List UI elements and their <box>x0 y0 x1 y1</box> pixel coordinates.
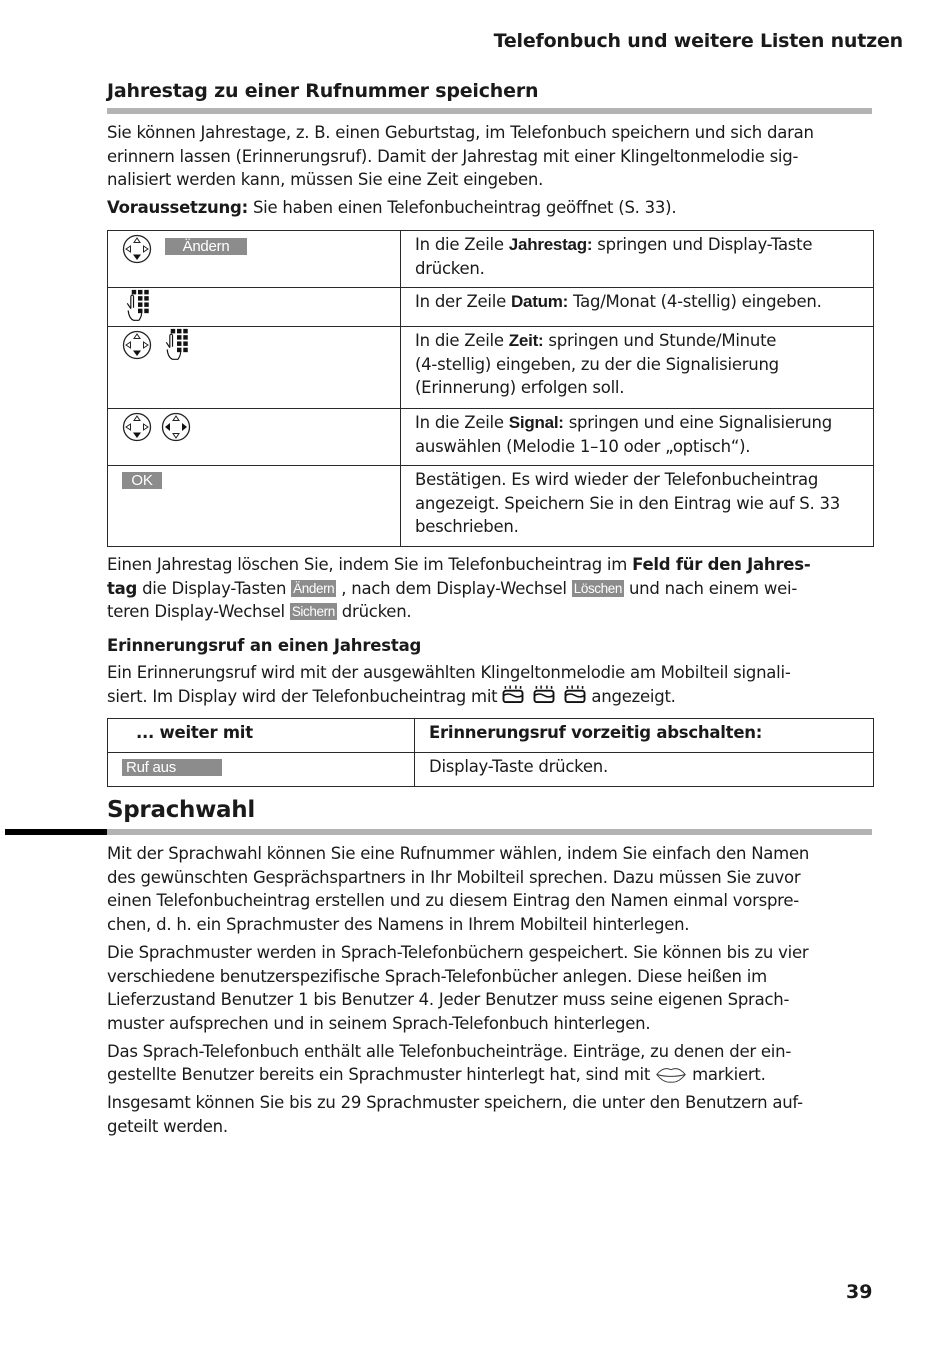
display-keyword: Signal: <box>508 413 564 432</box>
body-line: Insgesamt können Sie bis zu 29 Sprachmuster speichern, die unter den Benutzern auf- <box>107 1093 803 1113</box>
step-keys <box>108 327 401 409</box>
text-part: Ein Erinnerungsruf wird mit der ausgewählten Klingeltonmelodie am Mobilteil signali- <box>107 663 791 682</box>
display-keyword: Datum: <box>511 292 569 311</box>
reminder-paragraph <box>107 661 873 708</box>
step-text <box>401 466 874 547</box>
delete-paragraph <box>107 553 873 624</box>
step-text-part: springen und eine Signalisierung <box>563 413 832 432</box>
softkey-aendern[interactable]: Ändern <box>165 238 247 255</box>
softkey-aendern-inline[interactable]: Ändern <box>293 580 335 596</box>
steps-table <box>107 230 874 547</box>
step-text-part: springen und Display-Taste <box>592 235 813 254</box>
field-name: tag <box>107 578 138 598</box>
softkey-sichern-inline[interactable]: Sichern <box>291 604 335 620</box>
body-line: Mit der Sprachwahl können Sie eine Rufnummer wählen, indem Sie einfach den Namen <box>107 844 810 863</box>
chapter-title: Sprachwahl <box>107 797 255 823</box>
text-part: und nach einem wei- <box>623 578 798 598</box>
body-line: chen, d. h. ein Sprachmuster des Namens in Ihrem Mobilteil hinterlegen. <box>107 915 690 935</box>
step-text-part: In die Zeile <box>415 235 509 254</box>
chapter-body <box>107 842 873 1138</box>
body-line: geteilt werden. <box>107 1116 228 1136</box>
step-text-part: In die Zeile <box>415 331 509 350</box>
nav-key-down-icon <box>122 234 152 264</box>
section-rule <box>107 108 872 114</box>
table-row <box>108 466 874 547</box>
keypad-icon <box>161 328 193 362</box>
running-head: Telefonbuch und weitere Listen nutzen <box>493 30 903 52</box>
reminder-title: Erinnerungsruf an einen Jahrestag <box>107 636 422 655</box>
step-text-part: springen und Stunde/Minute <box>543 331 777 350</box>
step-text-part: Bestätigen. Es wird wieder der Telefonbucheintrag <box>415 470 819 489</box>
body-line: Die Sprachmuster werden in Sprach-Telefonbüchern gespeichert. Sie können bis zu vier <box>107 942 809 962</box>
step-text <box>401 231 874 288</box>
chapter-rule-marker <box>5 829 107 835</box>
step-keys <box>108 231 401 288</box>
text-part: Einen Jahrestag löschen Sie, indem Sie im Telefonbucheintrag im <box>107 555 633 574</box>
nav-key-down-icon <box>122 330 152 360</box>
display-keyword: Jahrestag: <box>508 235 593 254</box>
step-text-part: In die Zeile <box>415 413 509 432</box>
table-row <box>108 753 874 787</box>
step-text <box>401 288 874 327</box>
text-part: angezeigt. <box>586 686 676 706</box>
softkey-ruf-aus[interactable]: Ruf aus <box>122 759 222 776</box>
prerequisite-label: Voraussetzung: <box>107 198 248 218</box>
text-part: gestellte Benutzer bereits ein Sprachmuster hinterlegt hat, sind mit <box>107 1065 656 1085</box>
body-line: einen Telefonbucheintrag erstellen und zu diesem Eintrag den Namen einmal vorspre- <box>107 891 799 911</box>
text-part: die Display-Tasten <box>137 578 292 598</box>
lips-icon <box>655 1065 687 1084</box>
intro-line: nalisiert werden kann, müssen Sie eine Zeit eingeben. <box>107 170 544 190</box>
step-text: Display-Taste drücken. <box>415 753 874 787</box>
nav-key-leftright-icon <box>161 412 191 442</box>
step-text-part: angezeigt. Speichern Sie in den Eintrag wie auf S. 33 <box>415 493 841 513</box>
step-text-part: Tag/Monat (4-stellig) eingeben. <box>568 292 822 311</box>
section-intro <box>107 121 873 220</box>
chapter-rule <box>107 829 872 835</box>
field-name: Feld für den Jahres- <box>632 555 811 574</box>
body-line: des gewünschten Gesprächspartners in Ihr Mobilteil sprechen. Dazu müssen Sie zuvor <box>107 867 801 887</box>
body-line: Das Sprach-Telefonbuch enthält alle Telefonbucheinträge. Einträge, zu denen der ein- <box>107 1041 792 1061</box>
step-text-part: (Erinnerung) erfolgen soll. <box>415 378 625 398</box>
step-keys <box>108 753 415 787</box>
text-part: markiert. <box>687 1065 766 1085</box>
table-header-cell: ... weiter mit <box>108 719 415 753</box>
page-number: 39 <box>846 1281 873 1303</box>
step-keys <box>108 466 401 547</box>
table-row <box>108 719 874 753</box>
table-row <box>108 327 874 409</box>
step-text-part: auswählen (Melodie 1–10 oder „optisch“). <box>415 436 751 456</box>
intro-line: erinnern lassen (Erinnerungsruf). Damit der Jahrestag mit einer Klingeltonmelodie sig- <box>107 146 799 166</box>
text-part: siert. Im Display wird der Telefonbucheintrag mit <box>107 686 503 706</box>
step-text <box>401 409 874 466</box>
intro-line: Sie können Jahrestage, z. B. einen Geburtstag, im Telefonbuch speichern und sich daran <box>107 123 814 142</box>
cake-icon <box>533 685 555 704</box>
prerequisite-text: Sie haben einen Telefonbucheintrag geöffnet (S. 33). <box>247 198 677 218</box>
text-part: drücken. <box>336 602 412 622</box>
table-row <box>108 288 874 327</box>
body-line: Lieferzustand Benutzer 1 bis Benutzer 4. Jeder Benutzer muss seine eigenen Sprach- <box>107 990 790 1010</box>
step-text-part: In der Zeile <box>415 292 511 311</box>
keypad-icon <box>122 289 154 323</box>
section-title: Jahrestag zu einer Rufnummer speichern <box>107 80 539 102</box>
cake-icon <box>564 685 586 704</box>
step-text-part: (4-stellig) eingeben, zu der die Signalisierung <box>415 354 779 374</box>
display-keyword: Zeit: <box>508 331 544 350</box>
step-text-part: drücken. <box>415 258 485 278</box>
body-line: muster aufsprechen und in seinem Sprach-Telefonbuch hinterlegen. <box>107 1013 651 1033</box>
text-part: teren Display-Wechsel <box>107 602 290 622</box>
softkey-ok[interactable]: OK <box>122 472 162 489</box>
nav-key-down-icon <box>122 412 152 442</box>
step-text <box>401 327 874 409</box>
step-keys <box>108 288 401 327</box>
table-row <box>108 409 874 466</box>
cake-icon <box>502 685 524 704</box>
text-part: , nach dem Display-Wechsel <box>336 578 572 598</box>
step-text-part: beschrieben. <box>415 517 519 537</box>
table-row <box>108 231 874 288</box>
table-header-cell: Erinnerungsruf vorzeitig abschalten: <box>415 719 874 753</box>
step-keys <box>108 409 401 466</box>
reminder-table <box>107 718 874 787</box>
softkey-loeschen-inline[interactable]: Löschen <box>573 580 622 596</box>
body-line: verschiedene benutzerspezifische Sprach-Telefonbücher anlegen. Diese heißen im <box>107 966 767 986</box>
